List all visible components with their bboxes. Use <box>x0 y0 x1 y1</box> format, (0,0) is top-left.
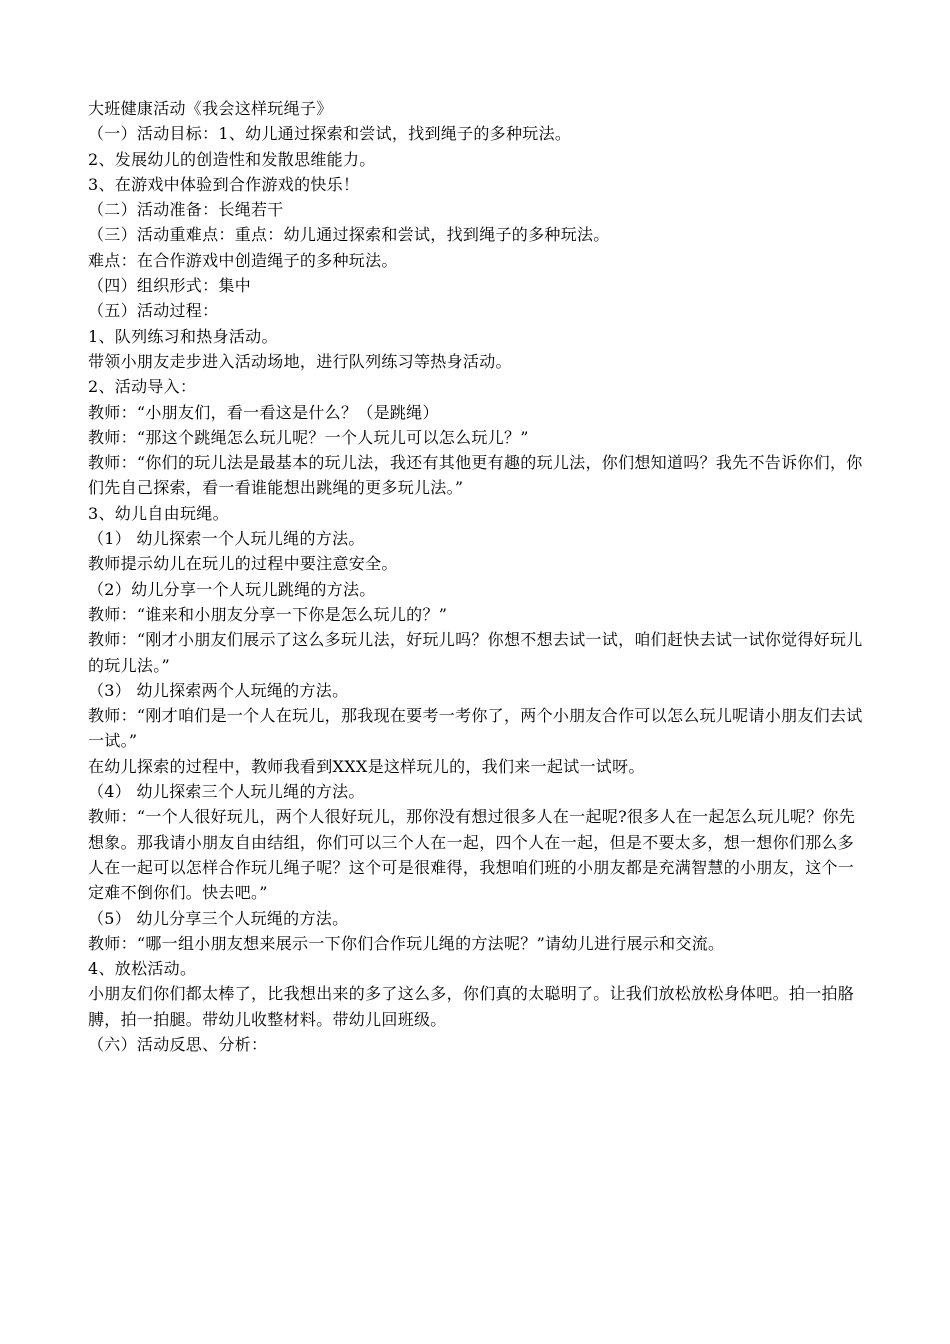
step-3-heading: 3、幼儿自由玩绳。 <box>88 503 229 523</box>
teacher-line: 教师：“刚才小朋友们展示了这么多玩儿法，好玩儿吗？你想不想去试一试，咱们赶快去试一试你觉得好玩儿的玩儿法。” <box>88 630 863 675</box>
section-process: （五）活动过程： <box>88 301 219 321</box>
document-title: 大班健康活动《我会这样玩绳子》 <box>88 99 333 118</box>
substep-heading: （5） 幼儿分享三个人玩绳的方法。 <box>88 908 349 928</box>
teacher-line: 教师：“刚才咱们是一个人在玩儿，那我现在要考一考你了，两个小朋友合作可以怎么玩儿呢请小朋友们去试一试。” <box>88 706 863 751</box>
step-1-text: 带领小朋友走步进入活动场地，进行队列练习等热身活动。 <box>88 351 512 371</box>
substep-heading: （2）幼儿分享一个人玩儿跳绳的方法。 <box>88 579 376 599</box>
step-2-heading: 2、活动导入： <box>88 377 197 397</box>
observation-text: 在幼儿探索的过程中，教师我看到XXX是这样玩儿的，我们来一起试一试呀。 <box>88 756 645 776</box>
substep-heading: （4） 幼儿探索三个人玩儿绳的方法。 <box>88 782 365 802</box>
goal-item-3: 3、在游戏中体验到合作游戏的快乐！ <box>88 174 360 194</box>
difficulty-point: 难点：在合作游戏中创造绳子的多种玩法。 <box>88 250 398 270</box>
section-key-points: （三）活动重难点：重点：幼儿通过探索和尝试，找到绳子的多种玩法。 <box>88 225 610 245</box>
relaxation-text: 小朋友们你们都太棒了，比我想出来的多了这么多，你们真的太聪明了。让我们放松放松身体吧。拍一拍胳膊，拍一拍腿。带幼儿收整材料。带幼儿回班级。 <box>88 984 855 1029</box>
section-goals: （一）活动目标：1、幼儿通过探索和尝试，找到绳子的多种玩法。 <box>88 124 572 144</box>
section-organization: （四）组织形式：集中 <box>88 276 252 296</box>
safety-tip: 教师提示幼儿在玩儿的过程中要注意安全。 <box>88 554 398 574</box>
teacher-line: 教师：“一个人很好玩儿，两个人很好玩儿，那你没有想过很多人在一起呢?很多人在一起怎么玩儿呢？你先想象。那我请小朋友自由结组，你们可以三个人在一起，四个人在一起，但是不要太多，想一想你们那么多人在一起可以怎样合作玩儿绳子呢？这个可是很难得，我想咱们班的小朋友都是充满智慧的小朋友，这个一定难不倒你们。快去吧。” <box>88 807 856 903</box>
section-reflection: （六）活动反思、分析： <box>88 1034 268 1054</box>
teacher-line: 教师：“哪一组小朋友想来展示一下你们合作玩儿绳的方法呢？”请幼儿进行展示和交流。 <box>88 933 725 953</box>
document-body <box>88 96 863 1057</box>
section-preparation: （二）活动准备：长绳若干 <box>88 200 284 220</box>
step-1-heading: 1、队列练习和热身活动。 <box>88 326 278 346</box>
teacher-line: 教师：“小朋友们，看一看这是什么？（是跳绳） <box>88 402 439 422</box>
teacher-line: 教师：“你们的玩儿法是最基本的玩儿法，我还有其他更有趣的玩儿法，你们想知道吗？我先不告诉你们，你们先自己探索，看一看谁能想出跳绳的更多玩儿法。” <box>88 453 863 498</box>
goal-item-2: 2、发展幼儿的创造性和发散思维能力。 <box>88 149 376 169</box>
teacher-line: 教师：“那这个跳绳怎么玩儿呢？一个人玩儿可以怎么玩儿？” <box>88 427 529 447</box>
substep-heading: （1） 幼儿探索一个人玩儿绳的方法。 <box>88 529 365 549</box>
teacher-line: 教师：“谁来和小朋友分享一下你是怎么玩儿的？” <box>88 604 448 624</box>
substep-heading: （3） 幼儿探索两个人玩绳的方法。 <box>88 680 349 700</box>
step-4-heading: 4、放松活动。 <box>88 959 197 979</box>
